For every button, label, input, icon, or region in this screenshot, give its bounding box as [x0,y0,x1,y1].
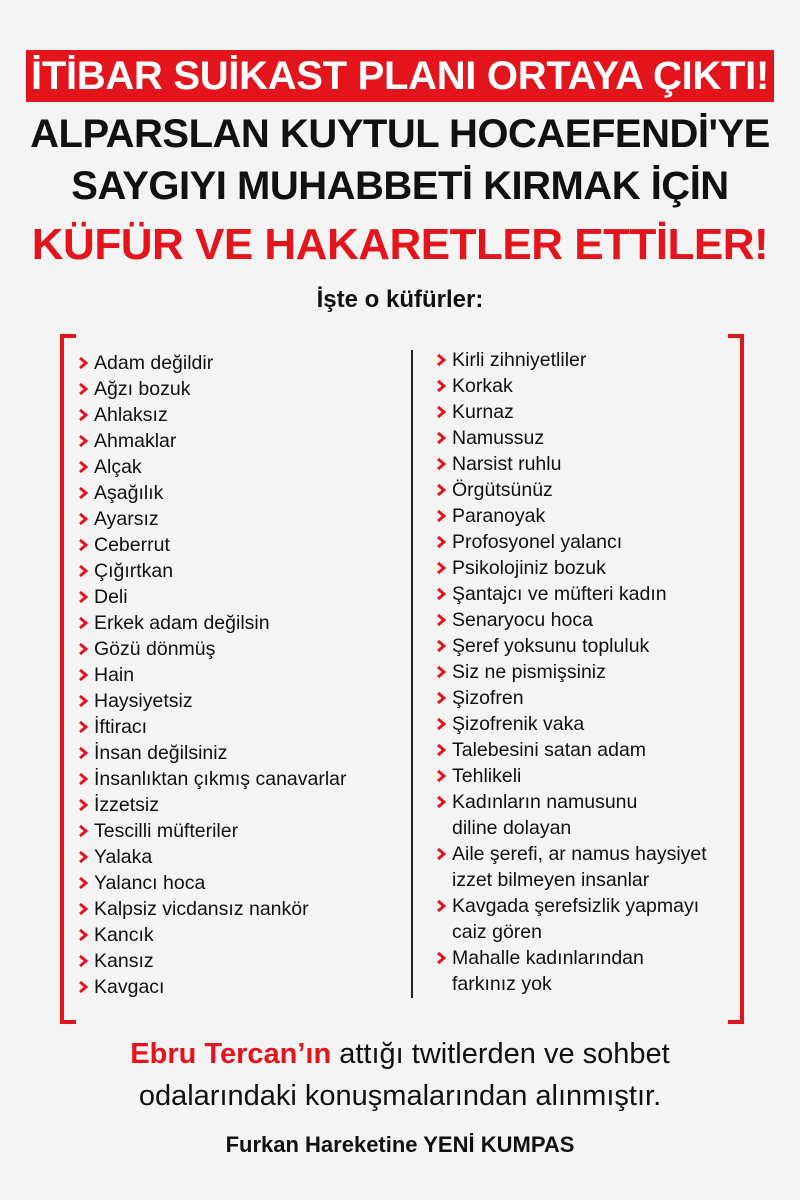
list-item [436,555,726,581]
chevron-right-icon [78,896,94,922]
list-item-label: Tehlikeli [452,765,522,787]
list-item-label: Deli [94,586,128,608]
list-item-label: Yalancı hoca [94,872,206,894]
list-item [78,506,398,532]
list-item [78,844,398,870]
right-bracket [728,334,744,1024]
list-item [436,529,726,555]
chevron-right-icon [78,506,94,532]
list-item-label: Adam değildir [94,352,214,374]
chevron-right-icon [436,477,452,503]
list-item [436,659,726,685]
list-item [78,402,398,428]
list-item [436,737,726,763]
chevron-right-icon [436,555,452,581]
list-item-label: Çığırtkan [94,560,174,582]
chevron-right-icon [436,425,452,451]
list-item [78,818,398,844]
list-item [78,376,398,402]
list-item [78,974,398,1000]
list-item [436,945,726,997]
chevron-right-icon [78,610,94,636]
list-item-label: Kavgada şerefsizlik yapmayı caiz gören [452,895,700,943]
list-item-label: Tescilli müfteriler [94,820,239,842]
list-item [436,763,726,789]
list-item-label: Kurnaz [452,401,514,423]
chevron-right-icon [78,376,94,402]
list-item-label: Namussuz [452,427,545,449]
list-item [78,792,398,818]
chevron-right-icon [78,688,94,714]
list-item-label: Şizofren [452,687,524,709]
chevron-right-icon [78,350,94,376]
list-item [436,399,726,425]
list-item-label: Profosyonel yalancı [452,531,623,553]
list-item [78,740,398,766]
headline-line-2: SAYGIYI MUHABBETİ KIRMAK İÇİN [71,164,729,208]
list-subheading: İşte o küfürler: [316,286,484,313]
list-item-label: Ceberrut [94,534,170,556]
chevron-right-icon [78,844,94,870]
list-item [436,841,726,893]
chevron-right-icon [436,451,452,477]
list-item [78,350,398,376]
chevron-right-icon [436,711,452,737]
chevron-right-icon [78,480,94,506]
source-text: attığı twitlerden ve sohbet [331,1038,670,1070]
chevron-right-icon [78,584,94,610]
list-item [436,477,726,503]
chevron-right-icon [78,792,94,818]
list-item [78,480,398,506]
list-item-label: Haysiyetsiz [94,690,193,712]
list-item-label: Erkek adam değilsin [94,612,270,634]
insult-list-left [78,350,398,1000]
list-item-label: İzzetsiz [94,794,160,816]
list-item [78,610,398,636]
chevron-right-icon [78,532,94,558]
list-item [78,636,398,662]
headline-line-3: KÜFÜR VE HAKARETLER ETTİLER! [31,220,769,269]
chevron-right-icon [436,373,452,399]
list-item-label: Şeref yoksunu topluluk [452,635,650,657]
list-item-label: Hain [94,664,135,686]
list-item [436,451,726,477]
footer-source-line [0,1038,800,1071]
headline-line-1: ALPARSLAN KUYTUL HOCAEFENDİ'YE [30,112,770,156]
chevron-right-icon [78,714,94,740]
chevron-right-icon [78,922,94,948]
list-item-label: Paranoyak [452,505,546,527]
list-item-label: Mahalle kadınlarından farkınız yok [452,947,644,995]
chevron-right-icon [436,737,452,763]
list-item-label: Narsist ruhlu [452,453,562,475]
chevron-right-icon [436,685,452,711]
list-item [436,633,726,659]
list-item-label: Şizofrenik vaka [452,713,585,735]
chevron-right-icon [436,659,452,685]
chevron-right-icon [78,870,94,896]
list-item [436,893,726,945]
list-item-label: Aile şerefi, ar namus haysiyet izzet bilmeyen insanlar [452,843,707,891]
list-item-label: Örgütsünüz [452,479,553,501]
chevron-right-icon [78,662,94,688]
list-item [78,896,398,922]
list-item-label: Kavgacı [94,976,165,998]
list-item [436,581,726,607]
list-item [78,584,398,610]
chevron-right-icon [436,399,452,425]
list-item-label: Gözü dönmüş [94,638,216,660]
list-item [78,688,398,714]
list-item [78,714,398,740]
chevron-right-icon [78,740,94,766]
list-item [436,425,726,451]
list-item [78,558,398,584]
list-item-label: İnsan değilsiniz [94,742,228,764]
list-item-label: Siz ne pismişsiniz [452,661,606,683]
list-item [436,503,726,529]
list-item [78,454,398,480]
list-item [78,428,398,454]
chevron-right-icon [436,503,452,529]
list-item [436,347,726,373]
source-name: Ebru Tercan’ın [130,1038,332,1070]
footer-tagline: Furkan Hareketine YENİ KUMPAS [225,1132,575,1157]
list-item-label: Ahmaklar [94,430,177,452]
chevron-right-icon [436,763,452,789]
list-item-label: Kancık [94,924,154,946]
list-item-label: Aşağılık [94,482,164,504]
list-item [436,685,726,711]
list-item-label: Ayarsız [94,508,159,530]
list-item-label: Talebesini satan adam [452,739,647,761]
list-item-label: Kalpsiz vicdansız nankör [94,898,309,920]
list-item [436,711,726,737]
footer-source-line-2: odalarındaki konuşmalarından alınmıştır. [138,1080,662,1112]
list-item-label: İftiracı [94,716,148,738]
list-item-label: Alçak [94,456,142,478]
list-item-label: İnsanlıktan çıkmış canavarlar [94,768,347,790]
chevron-right-icon [78,974,94,1000]
chevron-right-icon [78,636,94,662]
chevron-right-icon [436,633,452,659]
list-item-label: Korkak [452,375,513,397]
list-item-label: Şantajcı ve müfteri kadın [452,583,667,605]
chevron-right-icon [78,766,94,792]
list-item [78,532,398,558]
chevron-right-icon [78,428,94,454]
list-item [78,948,398,974]
chevron-right-icon [436,529,452,555]
list-item [436,789,726,841]
list-item [78,766,398,792]
list-item-label: Ağzı bozuk [94,378,191,400]
list-item [78,662,398,688]
list-item [78,870,398,896]
list-item-label: Psikolojiniz bozuk [452,557,606,579]
list-item-label: Kirli zihniyetliler [452,349,587,371]
left-bracket [60,334,76,1024]
banner-title: İTİBAR SUİKAST PLANI ORTAYA ÇIKTI! [26,50,774,102]
list-item-label: Yalaka [94,846,153,868]
chevron-right-icon [78,402,94,428]
chevron-right-icon [436,581,452,607]
list-item-label: Kadınların namusunu diline dolayan [452,791,638,839]
chevron-right-icon [78,454,94,480]
chevron-right-icon [436,347,452,373]
list-item-label: Ahlaksız [94,404,168,426]
chevron-right-icon [78,948,94,974]
list-item-label: Senaryocu hoca [452,609,593,631]
column-divider [411,350,413,998]
list-item [436,373,726,399]
list-item [78,922,398,948]
list-item [436,607,726,633]
chevron-right-icon [78,818,94,844]
chevron-right-icon [436,607,452,633]
list-item-label: Kansız [94,950,154,972]
chevron-right-icon [78,558,94,584]
insult-list-right [436,347,726,997]
